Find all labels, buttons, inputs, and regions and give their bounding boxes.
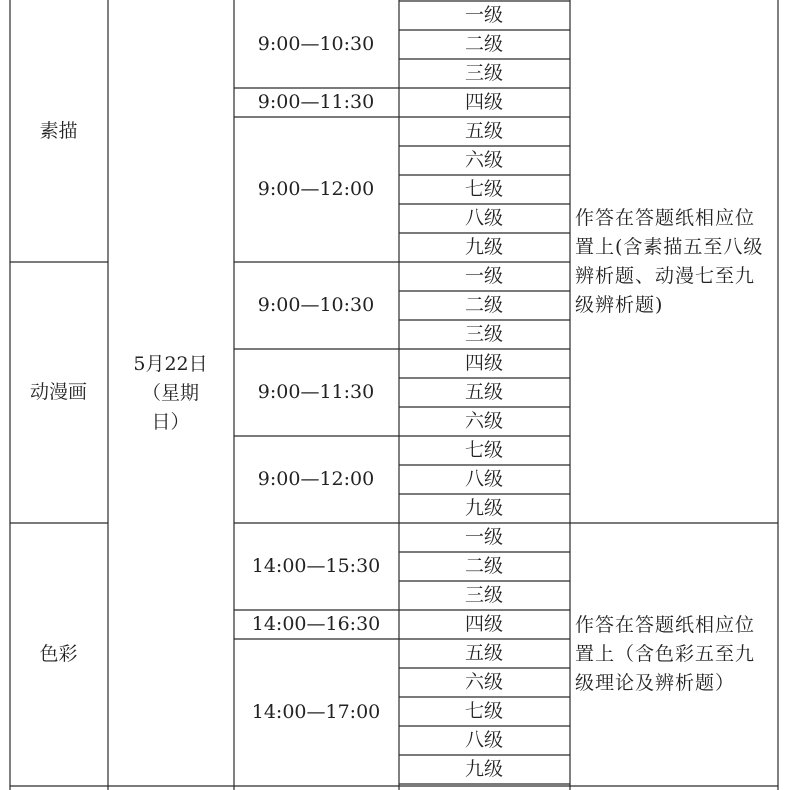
time-cell: 9:00—11:30 bbox=[257, 381, 375, 403]
level-cell: 八级 bbox=[464, 207, 503, 229]
level-cell: 二级 bbox=[464, 294, 503, 316]
time-cell: 9:00—11:30 bbox=[257, 91, 375, 113]
level-cell: 九级 bbox=[464, 497, 503, 519]
level-cell: 四级 bbox=[464, 352, 503, 374]
level-cell: 七级 bbox=[464, 178, 503, 200]
subject-cell-anime: 动漫画 bbox=[29, 381, 87, 403]
level-cell: 九级 bbox=[464, 236, 503, 258]
level-cell: 五级 bbox=[464, 642, 503, 664]
date-line: 5月22日 bbox=[133, 352, 208, 375]
subject-cell-color: 色彩 bbox=[39, 643, 78, 665]
level-cell: 五级 bbox=[464, 381, 503, 403]
level-cell: 四级 bbox=[464, 613, 503, 635]
level-cell: 六级 bbox=[464, 149, 503, 171]
date-cell bbox=[108, 0, 233, 786]
level-cell: 三级 bbox=[464, 584, 503, 606]
level-cell: 四级 bbox=[464, 91, 503, 113]
time-cell: 14:00—15:30 bbox=[251, 555, 381, 577]
time-cell: 9:00—12:00 bbox=[257, 468, 375, 490]
time-cell: 14:00—17:00 bbox=[251, 701, 381, 723]
time-cell: 14:00—16:30 bbox=[251, 613, 381, 635]
level-cell: 八级 bbox=[464, 468, 503, 490]
note-cell-color: 作答在答题纸相应位置上（含色彩五至九级理论及辨析题） bbox=[575, 614, 756, 694]
level-cell: 七级 bbox=[464, 700, 503, 722]
level-cell: 二级 bbox=[464, 33, 503, 55]
level-cell: 六级 bbox=[464, 671, 503, 693]
level-cell: 一级 bbox=[464, 526, 503, 548]
subject-cell-sketch: 素描 bbox=[39, 119, 78, 142]
level-cell: 五级 bbox=[464, 120, 503, 142]
level-cell: 一级 bbox=[464, 4, 503, 26]
note-cell-sketch-anime: 作答在答题纸相应位置上(含素描五至八级辨析题、动漫七至九级辨析题) bbox=[575, 206, 764, 316]
level-cell: 六级 bbox=[464, 410, 503, 432]
level-cell: 三级 bbox=[464, 323, 503, 345]
level-cell: 九级 bbox=[464, 758, 503, 780]
level-cell: 一级 bbox=[464, 265, 503, 287]
level-cell: 八级 bbox=[464, 729, 503, 751]
date-line: 日） bbox=[151, 410, 190, 433]
time-cell: 9:00—12:00 bbox=[257, 178, 375, 200]
level-cell: 二级 bbox=[464, 555, 503, 577]
level-cell: 七级 bbox=[464, 439, 503, 461]
date-line: （星期 bbox=[141, 381, 199, 404]
time-cell: 9:00—10:30 bbox=[257, 294, 375, 316]
level-cell: 三级 bbox=[464, 62, 503, 84]
time-cell: 9:00—10:30 bbox=[257, 33, 375, 55]
